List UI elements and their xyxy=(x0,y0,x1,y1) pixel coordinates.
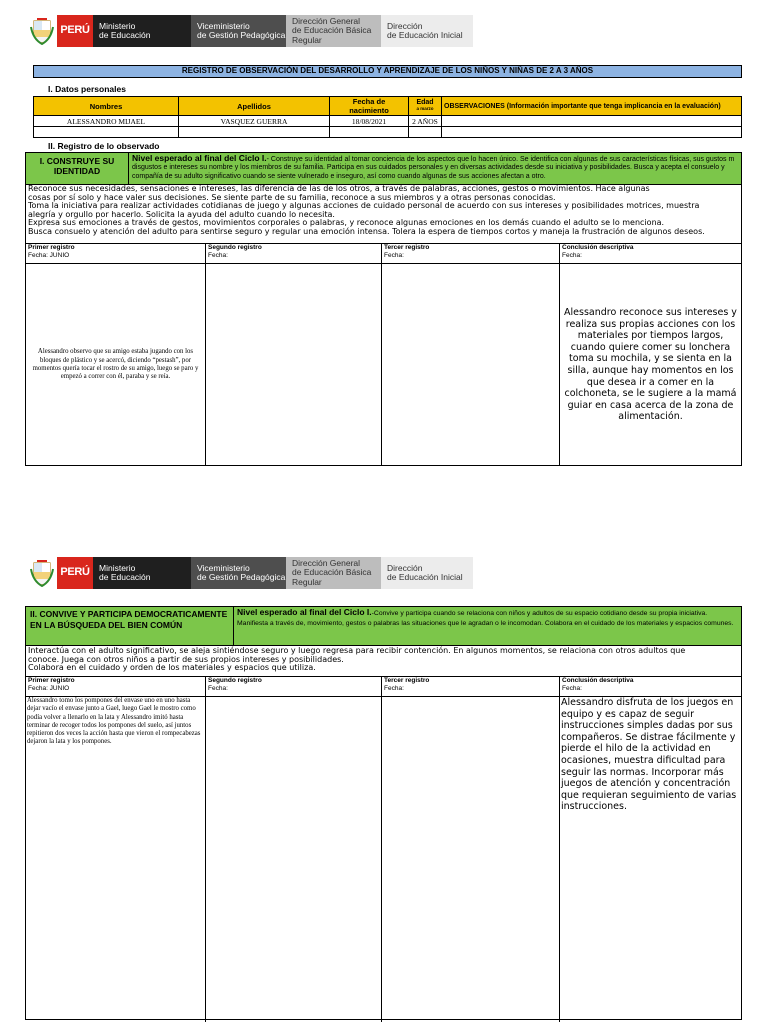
competencia-block-2 xyxy=(25,606,742,1020)
fecha-value: 18/08/2021 xyxy=(330,116,409,127)
header-viceministerio: Viceministerio de Gestión Pedagógica xyxy=(191,15,286,47)
registros-body xyxy=(26,264,741,466)
peru-coat-of-arms-icon xyxy=(30,559,54,587)
header-ministerio: Ministerio de Educación xyxy=(93,557,191,589)
header-observaciones: OBSERVACIONES (Información importante que tenga implicancia en la evaluación) xyxy=(442,97,742,116)
competencia-block-1 xyxy=(25,152,742,466)
desempenos: Interactúa con el adulto significativo, se aleja sintiéndose seguro y luego regresa para recibir contención. En algunos momentos, se relaciona con otros adultos que conoce. Juega con otros niños a partir de sus propios intereses y posibilidades. Colabora en el cuidado y orden de los materiales y espacios que utiliza. xyxy=(26,646,741,677)
nivel-esperado: Nivel esperado al final del Ciclo I.-Convive y participa cuando se relaciona con niños y adultos de su espacio cotidiano desde su propia iniciativa. Manifiesta a través de, movimiento, gestos o palabras las situaciones que le agradan o le incomodan. Colabora en el cuidado de los materiales y espacios comunes. xyxy=(234,607,741,645)
peru-coat-of-arms-icon xyxy=(30,17,54,45)
edad-value: 2 AÑOS xyxy=(409,116,442,127)
primer-registro-text: Alessandro observo que su amigo estaba jugando con los bloques de plástico y se acercó, diciendo “pestash”, por momentos quería tocar el rostro de su amigo, luego se paro y empezó a correr con él, paraba y se reía. xyxy=(32,348,199,381)
competencia-title: I. CONSTRUYE SU IDENTIDAD xyxy=(26,153,129,184)
observaciones-value xyxy=(442,116,742,127)
header-direccion-general: Dirección General de Educación Básica Regular xyxy=(286,15,381,47)
desempenos: Reconoce sus necesidades, sensaciones e intereses, las diferencia de las de los otros, a través de palabras, acciones, gestos o movimientos. Hace algunas cosas por sí solo y hace valer sus decisiones. Se siente parte de su familia, reconoce a sus miembros y a otras personas conocidas. Toma la iniciativa para realizar actividades cotidianas de juego y algunas acciones de cuidado personal de acuerdo con sus intereses y posibilidades motrices, muestra alegría y orgullo por hacerlo. Solicita la ayuda del adulto cuando lo necesita. Expresa sus emociones a través de gestos, movimientos corporales o palabras, y reconoce algunas emociones en los demás cuando el adulto se lo menciona. Busca consuelo y atención del adulto para sentirse seguro y regular una emoción intensa. Tolera la espera de tiempos cortos y maneja la frustración de algunos deseos. xyxy=(26,185,741,244)
datos-personales-table xyxy=(33,96,742,138)
header-viceministerio: Viceministerio de Gestión Pedagógica xyxy=(191,557,286,589)
header-direccion-inicial: Dirección de Educación Inicial xyxy=(381,557,473,589)
page-title: REGISTRO DE OBSERVACIÓN DEL DESARROLLO Y APRENDIZAJE DE LOS NIÑOS Y NIÑAS DE 2 A 3 AÑOS xyxy=(33,65,742,78)
segundo-registro-cell xyxy=(206,697,382,1022)
peru-logo: PERÚ xyxy=(57,15,93,47)
conclusion-descriptiva-text: Alessandro reconoce sus intereses y realiza sus propias acciones con los materiales por tiempos largos, cuando quiere comer su lonchera toma su mochila, y se sienta en la silla, aunque hay momentos en los que desea ir a comer en la colchoneta, se le sugiere a la mamá guiar en casa acerca de la zona de alimentación. xyxy=(564,307,737,423)
tercer-registro-cell xyxy=(382,264,560,466)
registros-header: Primer registro Fecha: JUNIO Segundo registro Fecha: Tercer registro Fecha: Conclusión descriptiva Fecha: xyxy=(26,677,741,697)
section-datos-personales: I. Datos personales xyxy=(48,84,126,94)
tercer-registro-cell xyxy=(382,697,560,1022)
header-fecha-nacimiento: Fecha de nacimiento xyxy=(330,97,409,116)
primer-registro-text: Alessandro tomo los pompones del envase uno en uno hasta dejar vacío el envase junto a Gael, luego Gael le mostro como podía volver a llenarlo en la lata y Alessandro imitó hasta terminar de recoger todos los pompones del suelo, así juntos repitieron dos veces la acción hasta que vieron el rompecabezas dejaron la lata y los pompones. xyxy=(27,697,201,746)
segundo-registro-cell xyxy=(206,264,382,466)
nombres-value: ALESSANDRO MIJAEL xyxy=(34,116,179,127)
minedu-header-2 xyxy=(30,557,473,589)
header-ministerio: Ministerio de Educación xyxy=(93,15,191,47)
header-direccion-general: Dirección General de Educación Básica Regular xyxy=(286,557,381,589)
registros-header: Primer registro Fecha: JUNIO Segundo registro Fecha: Tercer registro Fecha: Conclusión descriptiva Fecha: xyxy=(26,244,741,264)
header-apellidos: Apellidos xyxy=(179,97,330,116)
conclusion-descriptiva-text: Alessandro disfruta de los juegos en equipo y es capaz de seguir instrucciones simples dadas por sus compañeros. Se distrae fácilmente y pierde el hilo de la actividad en ocasiones, muestra dificultad para seguir las normas. Incorporar más juegos de atención y concentración que requieran seguimiento de varias instrucciones. xyxy=(561,697,737,813)
header-nombres: Nombres xyxy=(34,97,179,116)
nivel-esperado: Nivel esperado al final del Ciclo I.- Construye su identidad al tomar conciencia de los aspectos que lo hacen único. Se identifica con algunas de sus características físicas, sus gustos m disgustos e intereses su nombre y los miembros de su familia. Participa en sus cuidados personales y en diversas actividades desde su iniciativa y posibilidades. Busca y acepta el consuelo y compañía de su adulto significativo cuando se siente vulnerado e inseguro, así como cuando algunas de sus acciones afectan a otro. xyxy=(129,153,741,184)
peru-logo: PERÚ xyxy=(57,557,93,589)
section-registro: II. Registro de lo observado xyxy=(48,141,160,151)
apellidos-value: VASQUEZ GUERRA xyxy=(179,116,330,127)
competencia-title: II. CONVIVE Y PARTICIPA DEMOCRATICAMENTE EN LA BÚSQUEDA DEL BIEN COMÚN xyxy=(26,607,234,645)
header-direccion-inicial: Dirección de Educación Inicial xyxy=(381,15,473,47)
registros-body xyxy=(26,697,741,1022)
header-edad: Edad a marzo xyxy=(409,97,442,116)
minedu-header xyxy=(30,15,473,47)
